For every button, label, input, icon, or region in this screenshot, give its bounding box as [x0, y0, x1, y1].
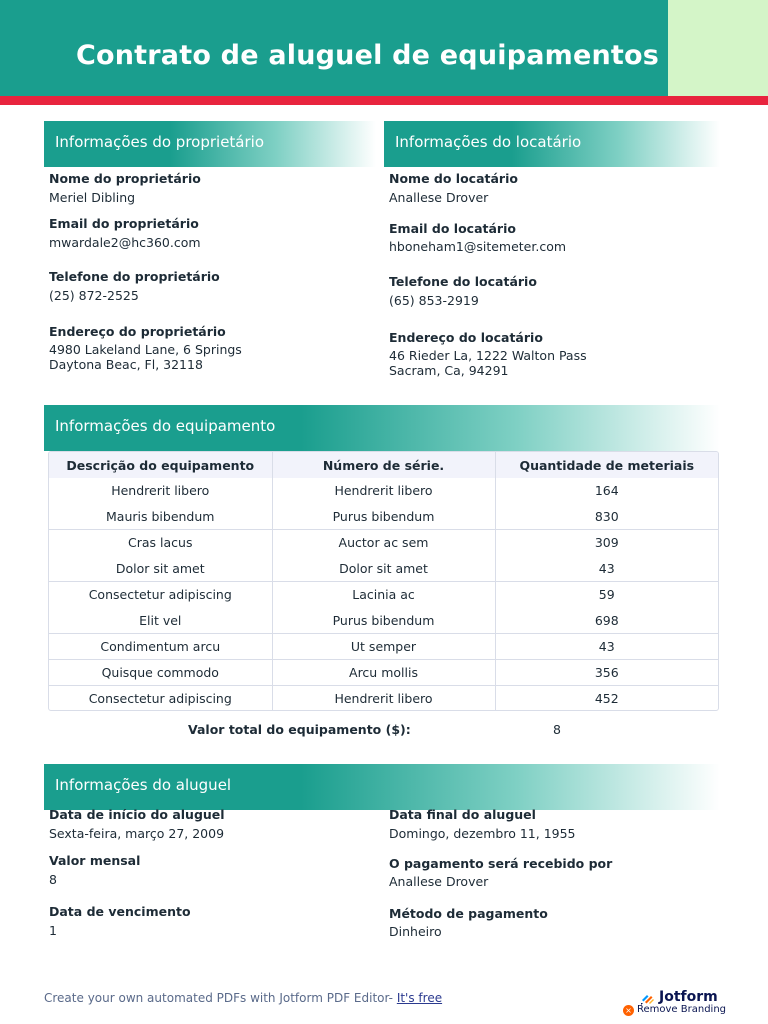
equipment-section-header	[44, 405, 720, 451]
page-title: Contrato de aluguel de equipamentos	[76, 40, 660, 71]
cell-serial: Ut semper	[272, 633, 495, 659]
footer-free-link[interactable]: It's free	[396, 991, 443, 1005]
owner-email-label: Email do proprietário	[49, 216, 199, 231]
equipment-section-title: Informações do equipamento	[55, 417, 276, 435]
tenant-email-value: hboneham1@sitemeter.com	[389, 239, 567, 254]
cell-serial: Hendrerit libero	[272, 478, 495, 504]
table-row	[49, 530, 718, 556]
cell-description: Dolor sit amet	[49, 556, 272, 582]
table-row	[49, 556, 718, 582]
cell-quantity: 309	[594, 535, 619, 551]
monthly-value: 8	[49, 872, 57, 887]
cell-description: Quisque commodo	[49, 659, 272, 685]
table-header-row	[49, 452, 718, 478]
cell-description: Consectetur adipiscing	[49, 582, 272, 608]
cell-serial: Lacinia ac	[272, 582, 495, 608]
monthly-value-label: Valor mensal	[49, 853, 141, 868]
cell-serial: Arcu mollis	[272, 659, 495, 685]
tenant-phone-label: Telefone do locatário	[389, 274, 537, 289]
payment-method-label: Método de pagamento	[389, 906, 548, 921]
received-by-value: Anallese Drover	[389, 874, 489, 889]
owner-name-value: Meriel Dibling	[49, 190, 136, 205]
cell-quantity: 356	[495, 659, 718, 685]
rental-end-label: Data final do aluguel	[389, 807, 536, 822]
cell-serial: Purus bibendum	[272, 504, 495, 530]
cell-quantity: 830	[495, 504, 718, 530]
cell-serial: Auctor ac sem	[272, 530, 495, 556]
cell-serial: Dolor sit amet	[272, 556, 495, 582]
cell-description: Consectetur adipiscing	[49, 685, 272, 711]
cell-quantity: 452	[594, 690, 619, 706]
table-row	[49, 633, 718, 659]
cell-quantity: 59	[598, 587, 615, 603]
owner-address-label: Endereço do proprietário	[49, 324, 226, 339]
rental-end-value: Domingo, dezembro 11, 1955	[389, 826, 576, 841]
cell-serial: Hendrerit libero	[272, 685, 495, 711]
equipment-total-value: 8	[553, 722, 561, 737]
footer-promo	[44, 991, 442, 1005]
owner-section-header	[44, 121, 376, 167]
cell-quantity: 43	[495, 633, 718, 659]
tenant-address-label: Endereço do locatário	[389, 330, 543, 345]
owner-section-title: Informações do proprietário	[55, 133, 265, 151]
cell-description: Cras lacus	[49, 530, 272, 556]
cell-quantity: 698	[495, 607, 718, 633]
tenant-section-header	[384, 121, 720, 167]
owner-phone-value: (25) 872-2525	[49, 288, 139, 303]
header-divider	[0, 96, 768, 105]
cell-quantity: 43	[495, 556, 718, 582]
rental-section-title: Informações do aluguel	[55, 776, 232, 794]
tenant-phone-value: (65) 853-2919	[389, 293, 479, 308]
header-accent-block	[668, 0, 768, 96]
table-row	[49, 478, 718, 504]
remove-branding-icon[interactable]: ×	[623, 1005, 634, 1016]
footer-promo-text: Create your own automated PDFs with Jotform PDF Editor-	[44, 991, 397, 1005]
jotform-logo-icon	[640, 991, 656, 1005]
cell-description: Hendrerit libero	[49, 478, 272, 504]
rental-start-value: Sexta-feira, março 27, 2009	[49, 826, 225, 841]
rental-start-label: Data de início do aluguel	[49, 807, 225, 822]
due-date-value: 1	[49, 923, 57, 938]
table-row	[49, 685, 718, 711]
cell-description: Elit vel	[49, 607, 272, 633]
remove-branding-link[interactable]: Remove Branding	[637, 1004, 727, 1015]
tenant-name-label: Nome do locatário	[389, 171, 518, 186]
owner-name-label: Nome do proprietário	[49, 171, 201, 186]
rental-section-header	[44, 764, 720, 810]
table-row	[49, 504, 718, 530]
tenant-name-value: Anallese Drover	[389, 190, 489, 205]
tenant-address-line2: Sacram, Ca, 94291	[389, 363, 509, 378]
jotform-brand-name: Jotform	[659, 989, 718, 1005]
due-date-label: Data de vencimento	[49, 904, 191, 919]
cell-description: Condimentum arcu	[49, 633, 272, 659]
owner-email-value: mwardale2@hc360.com	[49, 235, 201, 250]
jotform-branding[interactable]	[622, 988, 732, 1018]
owner-phone-label: Telefone do proprietário	[49, 269, 220, 284]
owner-address-line1: 4980 Lakeland Lane, 6 Springs	[49, 342, 242, 357]
tenant-section-title: Informações do locatário	[395, 133, 582, 151]
owner-address-line2: Daytona Beac, Fl, 32118	[49, 357, 203, 372]
tenant-email-label: Email do locatário	[389, 221, 516, 236]
equipment-total-label: Valor total do equipamento ($):	[188, 722, 411, 737]
table-row	[49, 607, 718, 633]
table-row	[49, 659, 718, 685]
cell-description: Mauris bibendum	[49, 504, 272, 530]
cell-serial: Purus bibendum	[272, 607, 495, 633]
column-header-quantity: Quantidade de meteriais	[495, 452, 718, 478]
received-by-label: O pagamento será recebido por	[389, 856, 613, 871]
column-header-description: Descrição do equipamento	[49, 452, 272, 478]
equipment-table	[48, 451, 719, 711]
table-row	[49, 582, 718, 608]
payment-method-value: Dinheiro	[389, 924, 442, 939]
tenant-address-line1: 46 Rieder La, 1222 Walton Pass	[389, 348, 587, 363]
column-header-serial: Número de série.	[272, 452, 495, 478]
cell-quantity: 164	[594, 483, 619, 499]
